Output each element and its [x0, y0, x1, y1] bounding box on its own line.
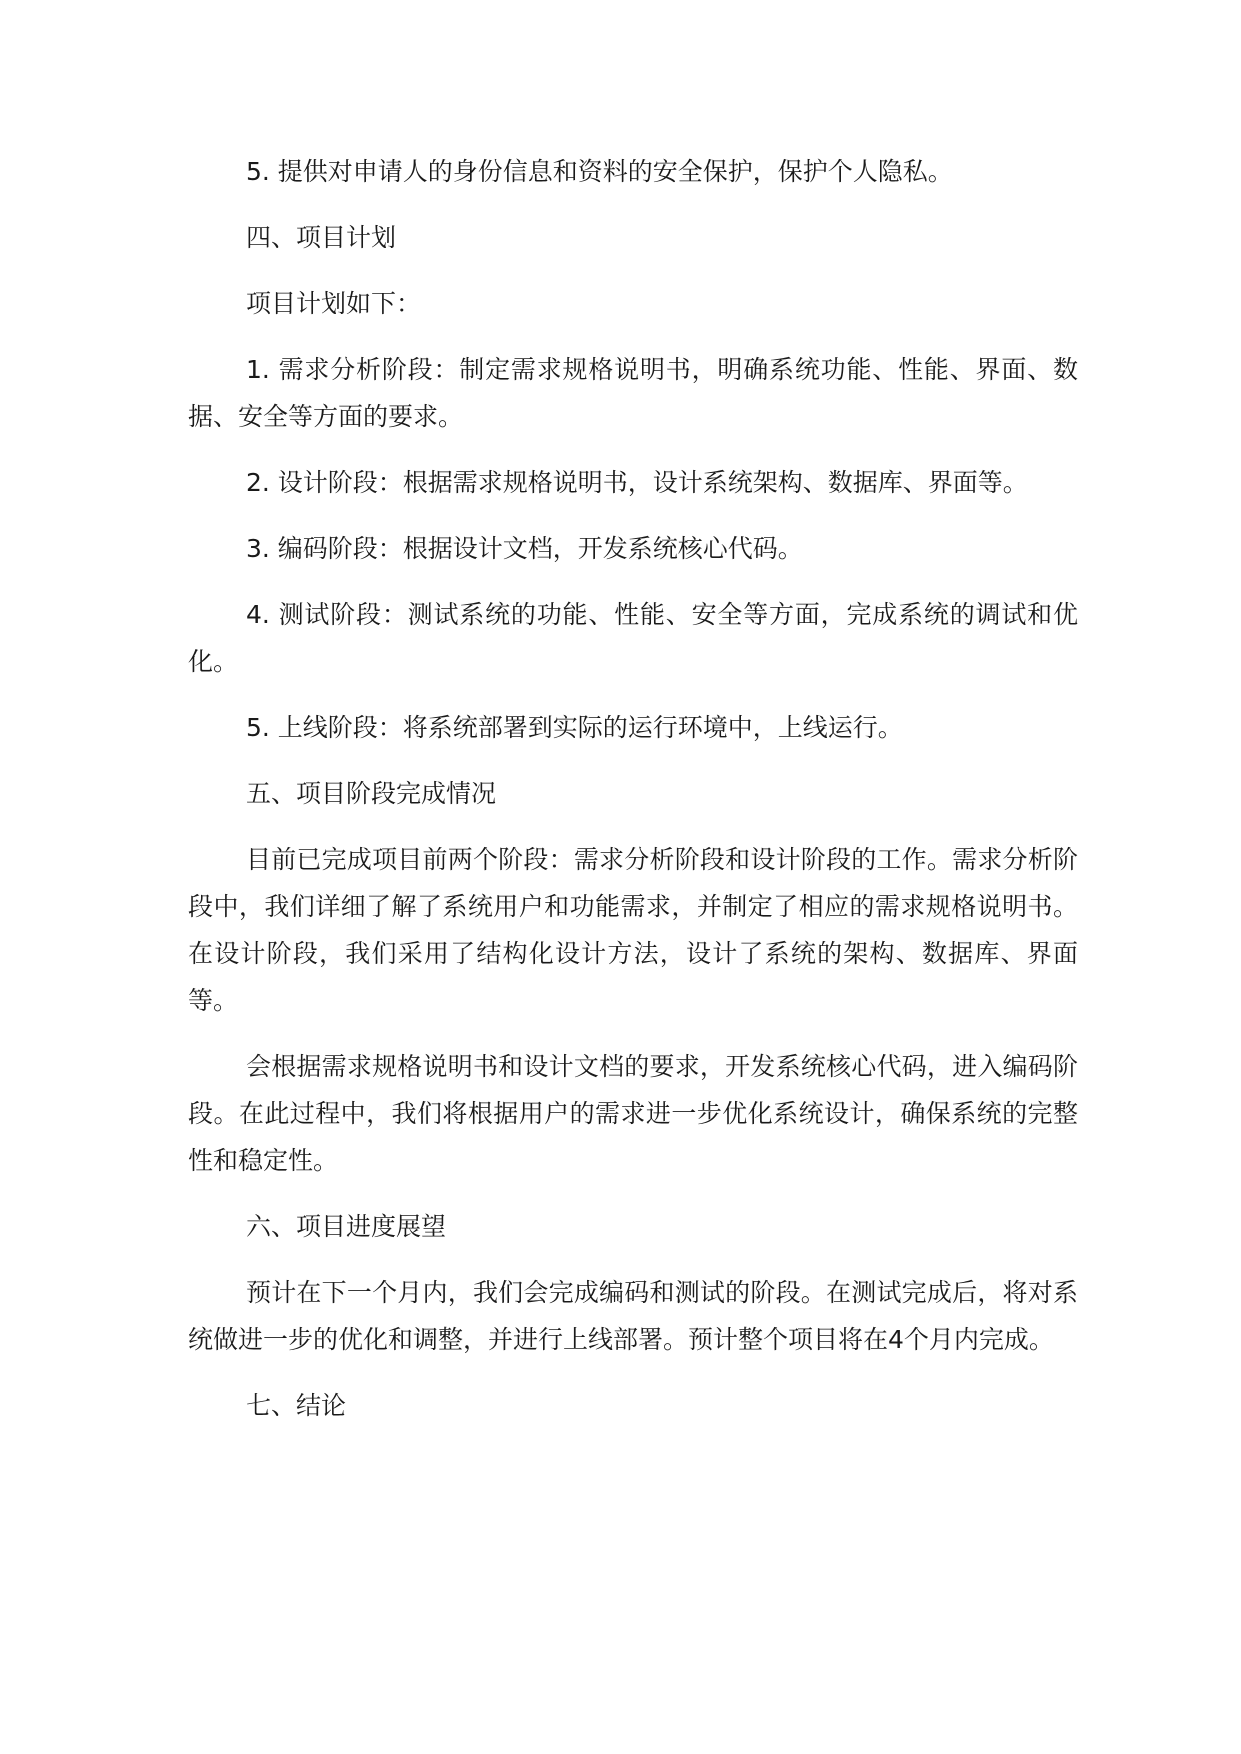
plan-step-design: 2. 设计阶段：根据需求规格说明书，设计系统架构、数据库、界面等。 — [246, 468, 1028, 497]
plan-step-coding: 3. 编码阶段：根据设计文档，开发系统核心代码。 — [246, 534, 803, 563]
coding-stage-plan-text: 会根据需求规格说明书和设计文档的要求，开发系统核心代码，进入编码阶段。在此过程中，我们将根据用户的需求进一步优化系统设计，确保系统的完整性和稳定性。 — [188, 1052, 1078, 1175]
section-heading-progress-outlook: 六、项目进度展望 — [246, 1212, 447, 1241]
plan-step-requirements: 1. 需求分析阶段：制定需求规格说明书，明确系统功能、性能、界面、数据、安全等方面的要求。 — [188, 355, 1078, 431]
progress-outlook-text: 预计在下一个月内，我们会完成编码和测试的阶段。在测试完成后，将对系统做进一步的优化和调整，并进行上线部署。预计整个项目将在4个月内完成。 — [188, 1278, 1078, 1354]
document-body — [188, 148, 1078, 1448]
section-heading-project-plan: 四、项目计划 — [246, 223, 397, 252]
plan-step-deployment: 5. 上线阶段：将系统部署到实际的运行环境中，上线运行。 — [246, 713, 903, 742]
completion-status-text: 目前已完成项目前两个阶段：需求分析阶段和设计阶段的工作。需求分析阶段中，我们详细了解了系统用户和功能需求，并制定了相应的需求规格说明书。在设计阶段，我们采用了结构化设计方法，设计了系统的架构、数据库、界面等。 — [188, 845, 1078, 1015]
plan-step-testing: 4. 测试阶段：测试系统的功能、性能、安全等方面，完成系统的调试和优化。 — [188, 600, 1078, 676]
section-heading-conclusion: 七、结论 — [246, 1391, 347, 1420]
section-heading-stage-completion: 五、项目阶段完成情况 — [246, 779, 497, 808]
list-item-privacy-protection: 5. 提供对申请人的身份信息和资料的安全保护，保护个人隐私。 — [246, 157, 953, 186]
plan-intro-text: 项目计划如下： — [246, 289, 422, 318]
